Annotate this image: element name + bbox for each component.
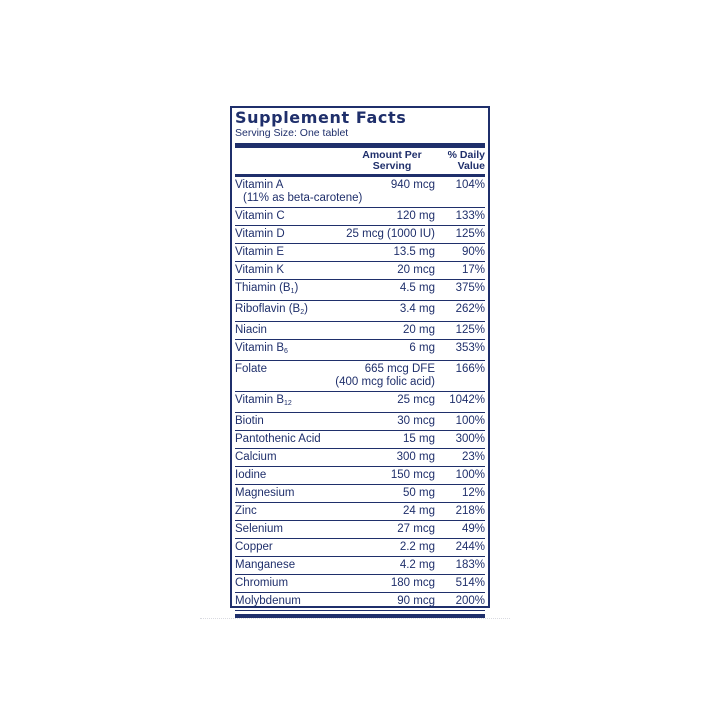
nutrient-amount bbox=[330, 342, 439, 355]
nutrient-name bbox=[235, 282, 330, 298]
nutrient-name bbox=[235, 228, 330, 241]
nutrient-name bbox=[235, 394, 330, 410]
nutrient-table bbox=[235, 177, 485, 611]
nutrient-row bbox=[235, 431, 485, 449]
nutrient-row bbox=[235, 521, 485, 539]
daily-value: 125% bbox=[455, 324, 485, 336]
nutrient-amount bbox=[330, 559, 439, 572]
nutrient-row bbox=[235, 503, 485, 521]
daily-value-header bbox=[435, 150, 485, 172]
nutrient-name bbox=[235, 433, 330, 446]
amount-text: 940 mcg bbox=[390, 179, 435, 191]
amount-text: 120 mg bbox=[396, 210, 435, 222]
nutrient-name-text: Iodine bbox=[235, 469, 267, 481]
panel-title: Supplement Facts bbox=[235, 108, 407, 127]
amount-text: 25 mcg (1000 IU) bbox=[346, 228, 435, 240]
nutrient-name-text: Vitamin C bbox=[235, 210, 285, 222]
dv-header-line2: Value bbox=[457, 160, 485, 172]
daily-value: 218% bbox=[455, 505, 485, 517]
nutrient-name-text: Biotin bbox=[235, 415, 264, 427]
nutrient-name-text: Riboflavin (B bbox=[235, 303, 301, 315]
nutrient-row bbox=[235, 593, 485, 611]
nutrient-row bbox=[235, 262, 485, 280]
nutrient-row bbox=[235, 557, 485, 575]
daily-value: 100% bbox=[455, 415, 485, 427]
nutrient-name bbox=[235, 541, 330, 554]
amount-text: 3.4 mg bbox=[399, 303, 435, 315]
nutrient-name-text: Vitamin B bbox=[235, 394, 285, 406]
nutrient-row bbox=[235, 280, 485, 301]
amount-text: 50 mg bbox=[403, 487, 435, 499]
nutrient-name bbox=[235, 505, 330, 518]
nutrient-amount bbox=[330, 577, 439, 590]
daily-value: 353% bbox=[455, 342, 485, 354]
nutrient-name bbox=[235, 363, 330, 376]
nutrient-name-text: Vitamin E bbox=[235, 246, 285, 258]
nutrient-name bbox=[235, 595, 330, 608]
nutrient-amount bbox=[330, 469, 439, 482]
daily-value: 262% bbox=[455, 303, 485, 315]
daily-value: 100% bbox=[455, 469, 485, 481]
nutrient-name-text: Manganese bbox=[235, 559, 296, 571]
nutrient-row bbox=[235, 413, 485, 431]
amount-text: 150 mcg bbox=[390, 469, 435, 481]
nutrient-row bbox=[235, 244, 485, 262]
nutrient-row bbox=[235, 392, 485, 413]
nutrient-name bbox=[235, 577, 330, 590]
daily-value: 125% bbox=[455, 228, 485, 240]
daily-value: 90% bbox=[461, 246, 485, 258]
daily-value: 1042% bbox=[449, 394, 485, 406]
daily-value: 300% bbox=[455, 433, 485, 445]
amount-text: 6 mg bbox=[409, 342, 435, 354]
nutrient-row bbox=[235, 322, 485, 340]
nutrient-name bbox=[235, 487, 330, 500]
daily-value: 23% bbox=[461, 451, 485, 463]
nutrient-name bbox=[235, 415, 330, 428]
amount-text: 4.5 mg bbox=[399, 282, 435, 294]
nutrient-name-text: Magnesium bbox=[235, 487, 295, 499]
nutrient-amount bbox=[330, 303, 439, 316]
amount-text: 90 mcg bbox=[397, 595, 435, 607]
amount-text: 15 mg bbox=[403, 433, 435, 445]
nutrient-subscript: 6 bbox=[284, 348, 288, 355]
supplement-facts-panel bbox=[230, 106, 490, 608]
amount-note: (400 mcg folic acid) bbox=[335, 376, 435, 388]
daily-value: 133% bbox=[455, 210, 485, 222]
nutrient-name bbox=[235, 559, 330, 572]
daily-value: 514% bbox=[455, 577, 485, 589]
nutrient-name-text: Chromium bbox=[235, 577, 289, 589]
nutrient-name-text: Vitamin D bbox=[235, 228, 285, 240]
daily-value: 17% bbox=[461, 264, 485, 276]
nutrient-name-text: Folate bbox=[235, 363, 267, 375]
amount-text: 180 mcg bbox=[390, 577, 435, 589]
daily-value: 375% bbox=[455, 282, 485, 294]
nutrient-note: (11% as beta-carotene) bbox=[243, 192, 363, 204]
daily-value: 49% bbox=[461, 523, 485, 535]
daily-value: 12% bbox=[461, 487, 485, 499]
amount-text: 2.2 mg bbox=[399, 541, 435, 553]
amount-header bbox=[349, 150, 435, 172]
nutrient-name-text: Pantothenic Acid bbox=[235, 433, 321, 445]
nutrient-amount bbox=[330, 363, 439, 389]
nutrient-amount bbox=[330, 228, 439, 241]
amount-header-line2: Serving bbox=[372, 160, 412, 172]
nutrient-name bbox=[235, 264, 330, 277]
amount-text: 20 mg bbox=[403, 324, 435, 336]
nutrient-amount bbox=[330, 282, 439, 295]
nutrient-amount bbox=[330, 595, 439, 608]
nutrient-row bbox=[235, 226, 485, 244]
nutrient-row bbox=[235, 301, 485, 322]
nutrient-amount bbox=[330, 523, 439, 536]
nutrient-name-text: Thiamin (B bbox=[235, 282, 291, 294]
nutrient-amount bbox=[330, 210, 439, 223]
nutrient-amount bbox=[330, 246, 439, 259]
nutrient-subscript: 12 bbox=[284, 400, 292, 407]
amount-text: 30 mcg bbox=[397, 415, 435, 427]
nutrient-name-text: Molybdenum bbox=[235, 595, 301, 607]
nutrient-row bbox=[235, 361, 485, 392]
daily-value: 244% bbox=[455, 541, 485, 553]
amount-text: 665 mcg DFE bbox=[364, 363, 435, 375]
amount-text: 300 mg bbox=[396, 451, 435, 463]
nutrient-name-text: Niacin bbox=[235, 324, 267, 336]
nutrient-amount bbox=[330, 505, 439, 518]
nutrient-amount bbox=[330, 541, 439, 554]
nutrient-row bbox=[235, 575, 485, 593]
nutrient-row bbox=[235, 340, 485, 361]
nutrient-name-suffix: ) bbox=[304, 303, 308, 315]
column-header bbox=[235, 148, 485, 177]
nutrient-name-text: Zinc bbox=[235, 505, 257, 517]
amount-header-line1: Amount Per bbox=[362, 149, 422, 161]
nutrient-name bbox=[235, 324, 330, 337]
nutrient-name bbox=[235, 523, 330, 536]
nutrient-name-text: Vitamin A bbox=[235, 179, 284, 191]
daily-value: 166% bbox=[455, 363, 485, 375]
amount-text: 25 mcg bbox=[397, 394, 435, 406]
nutrient-amount bbox=[330, 394, 439, 407]
nutrient-name-text: Calcium bbox=[235, 451, 277, 463]
nutrient-name bbox=[235, 451, 330, 464]
nutrient-row bbox=[235, 177, 485, 208]
nutrient-amount bbox=[330, 264, 439, 277]
footnote-rule bbox=[200, 618, 510, 623]
nutrient-subscript: 1 bbox=[290, 288, 295, 295]
nutrient-name-text: Selenium bbox=[235, 523, 283, 535]
nutrient-row bbox=[235, 485, 485, 503]
nutrient-row bbox=[235, 208, 485, 226]
serving-size: Serving Size: One tablet bbox=[235, 127, 349, 139]
nutrient-amount bbox=[330, 487, 439, 500]
nutrient-name-suffix: ) bbox=[294, 282, 299, 294]
nutrient-name bbox=[235, 303, 330, 319]
daily-value: 183% bbox=[455, 559, 485, 571]
nutrient-name bbox=[235, 210, 330, 223]
nutrient-amount bbox=[330, 324, 439, 337]
nutrient-name bbox=[235, 469, 330, 482]
nutrient-name bbox=[235, 179, 363, 205]
nutrient-row bbox=[235, 539, 485, 557]
nutrient-amount bbox=[330, 179, 439, 192]
amount-text: 27 mcg bbox=[397, 523, 435, 535]
amount-text: 4.2 mg bbox=[399, 559, 435, 571]
nutrient-name-text: Vitamin K bbox=[235, 264, 285, 276]
nutrient-row bbox=[235, 449, 485, 467]
nutrient-row bbox=[235, 467, 485, 485]
header-spacer bbox=[235, 150, 349, 172]
nutrient-amount bbox=[330, 451, 439, 464]
nutrient-amount bbox=[330, 433, 439, 446]
nutrient-name-text: Copper bbox=[235, 541, 273, 553]
nutrient-name bbox=[235, 246, 330, 259]
nutrient-name-text: Vitamin B bbox=[235, 342, 285, 354]
nutrient-name bbox=[235, 342, 330, 358]
nutrient-subscript: 2 bbox=[300, 309, 305, 316]
nutrient-amount bbox=[330, 415, 439, 428]
amount-text: 13.5 mg bbox=[393, 246, 435, 258]
amount-text: 24 mg bbox=[403, 505, 435, 517]
daily-value: 200% bbox=[455, 595, 485, 607]
amount-text: 20 mcg bbox=[397, 264, 435, 276]
daily-value: 104% bbox=[455, 179, 485, 191]
dv-header-line1: % Daily bbox=[447, 149, 485, 161]
